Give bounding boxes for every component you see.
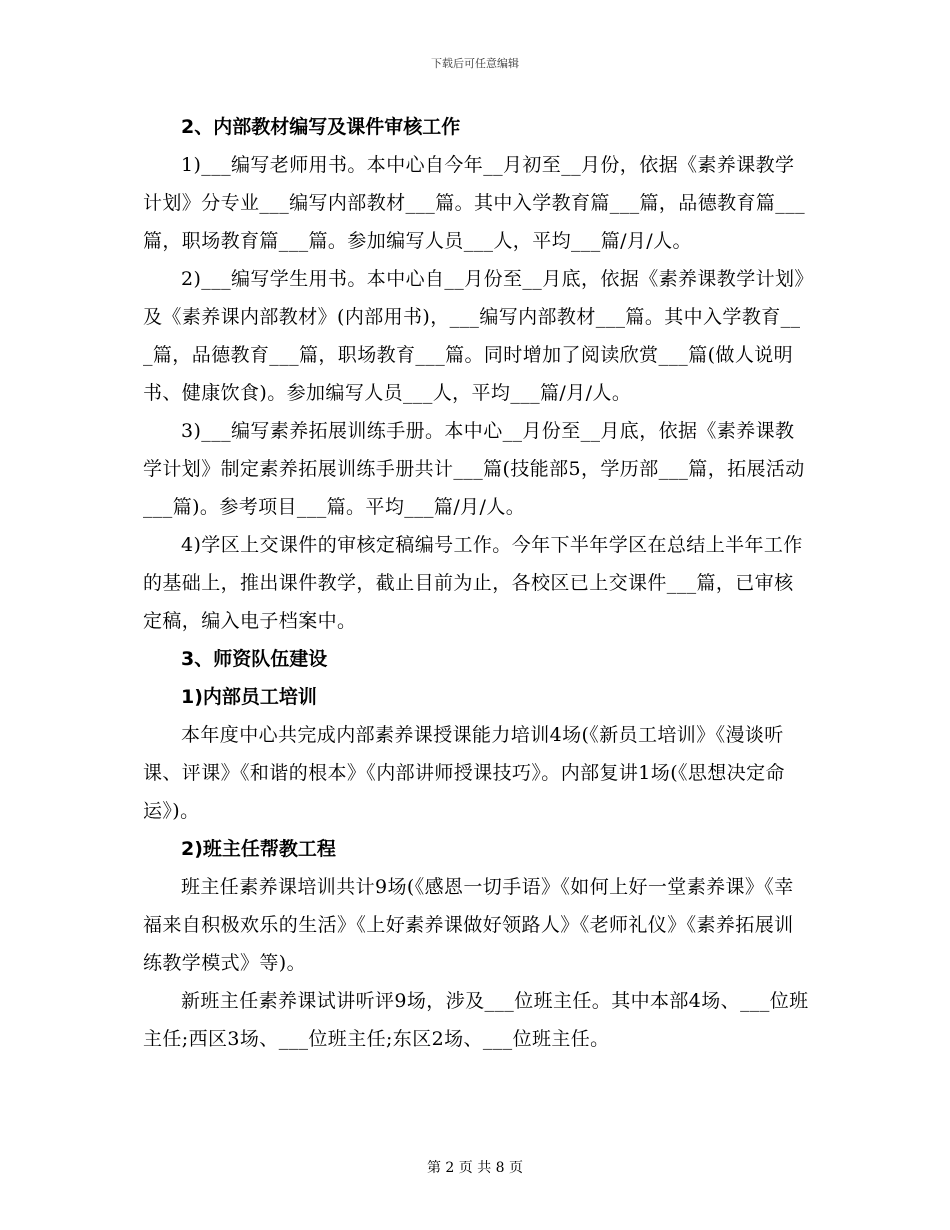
paragraph-staff-training: 本年度中心共完成内部素养课授课能力培训4场(《新员工培训》《漫谈听课、评课》《和谐的根本》《内部讲师授课技巧》。内部复讲1场(《思想决定命运》)。 — [143, 724, 785, 822]
page-header: 下载后可任意编辑 — [431, 57, 519, 70]
paragraph-student-books: 2)___编写学生用书。本中心自__月份至__月底，依据《素养课教学计划》及《素养课内部教材》(内部用书)，___编写内部教材___篇。其中入学教育___篇，品德教育___篇，职场教育___篇。同时增加了阅读欣赏___篇(做人说明书、健康饮食)。参加编写人员___人，平均___篇/月/人。 — [143, 268, 805, 404]
document-body — [143, 112, 809, 1058]
subsection-heading-staff-training: 1)内部员工培训 — [181, 686, 317, 708]
section-heading-2: 2、内部教材编写及课件审核工作 — [181, 116, 461, 138]
paragraph-teacher-books: 1)___编写老师用书。本中心自今年__月初至__月份，依据《素养课教学计划》分专业___编写内部教材___篇。其中入学教育篇___篇，品德教育篇___篇，职场教育篇___篇。参加编写人员___人，平均___篇/月/人。 — [143, 154, 806, 252]
paragraph-training-manual: 3)___编写素养拓展训练手册。本中心__月份至__月底，依据《素养课教学计划》制定素养拓展训练手册共计___篇(技能部5，学历部___篇，拓展活动___篇)。参考项目___篇。平均___篇/月/人。 — [143, 420, 805, 518]
paragraph-headteacher-training: 班主任素养课培训共计9场(《感恩一切手语》《如何上好一堂素养课》《幸福来自积极欢乐的生活》《上好素养课做好领路人》《老师礼仪》《素养拓展训练教学模式》等)。 — [143, 876, 794, 974]
section-heading-3: 3、师资队伍建设 — [181, 648, 328, 670]
subsection-heading-headteacher: 2)班主任帮教工程 — [181, 838, 336, 860]
page-footer: 第 2 页 共 8 页 — [426, 1160, 524, 1176]
paragraph-courseware-review: 4)学区上交课件的审核定稿编号工作。今年下半年学区在总结上半年工作的基础上，推出课件教学，截止目前为止，各校区已上交课件___篇，已审核定稿，编入电子档案中。 — [143, 534, 803, 632]
paragraph-new-headteacher: 新班主任素养课试讲听评9场，涉及___位班主任。其中本部4场、___位班主任;西区3场、___位班主任;东区2场、___位班主任。 — [143, 990, 809, 1050]
